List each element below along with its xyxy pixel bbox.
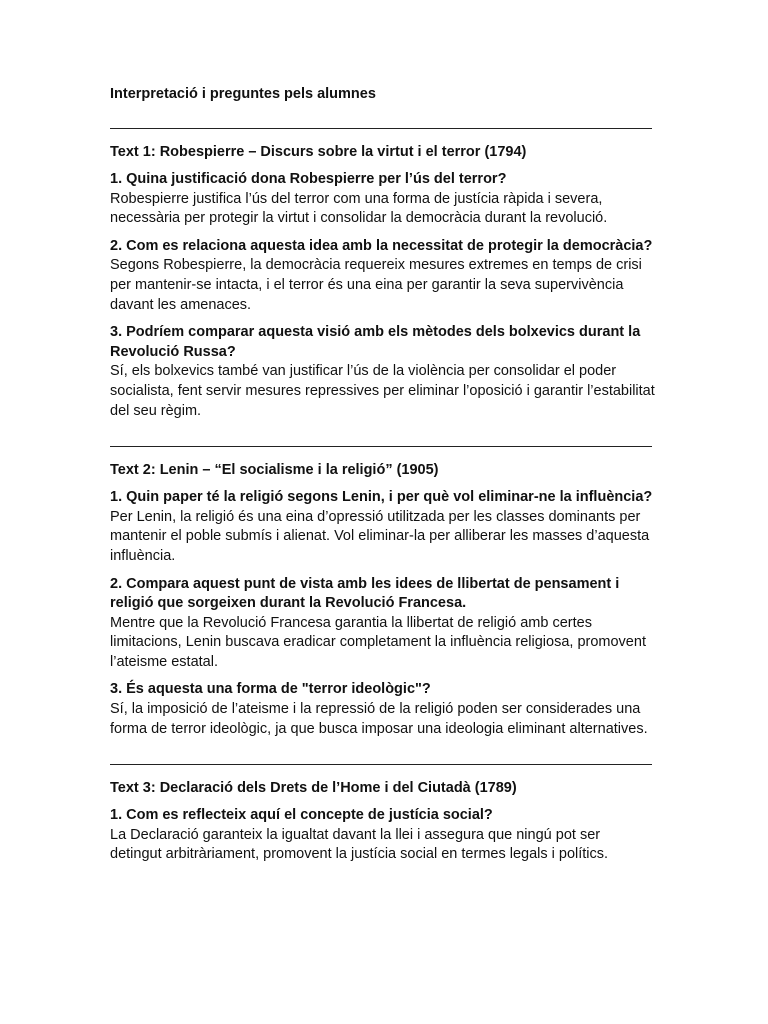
document-page [110, 84, 655, 865]
section-heading-text-2: Text 2: Lenin – “El socialisme i la religió” (1905) [110, 462, 439, 479]
question-block [110, 575, 655, 673]
section-divider [110, 446, 652, 447]
section-divider [110, 128, 652, 129]
question-block [110, 170, 655, 229]
answer: Sí, la imposició de l’ateisme i la repressió de la religió poden ser considerades una forma de terror ideològic, ja que busca imposar una ideologia eliminant alternatives. [110, 701, 648, 737]
question: 2. Compara aquest punt de vista amb les idees de llibertat de pensament i religió que sorgeixen durant la Revolució Francesa. [110, 575, 620, 612]
answer: Sí, els bolxevics també van justificar l’ús de la violència per consolidar el poder socialista, fent servir mesures repressives per eliminar l’oposició i garantir l’estabilitat del seu règim. [110, 363, 655, 419]
question-block [110, 680, 655, 739]
question: 1. Quin paper té la religió segons Lenin, i per què vol eliminar-ne la influència? [110, 489, 653, 506]
answer: La Declaració garanteix la igualtat davant la llei i assegura que ningú pot ser detingut arbitràriament, promovent la justícia social en termes legals i polítics. [110, 826, 609, 863]
answer: Per Lenin, la religió és una eina d’opressió utilitzada per les classes dominants per mantenir el poble submís i alienat. Vol eliminar-la per alliberar les masses d’aquesta influència. [110, 508, 650, 564]
question-block [110, 237, 655, 315]
answer: Mentre que la Revolució Francesa garantia la llibertat de religió amb certes limitacions, Lenin buscava eradicar completament la influència religiosa, promovent l’ateisme estatal. [110, 614, 646, 670]
question: 2. Com es relaciona aquesta idea amb la necessitat de protegir la democràcia? [110, 237, 653, 254]
section-heading-text-3: Text 3: Declaració dels Drets de l’Home i del Ciutadà (1789) [110, 780, 517, 797]
question: 1. Com es reflecteix aquí el concepte de justícia social? [110, 807, 493, 824]
question-block [110, 323, 655, 421]
section-divider [110, 764, 652, 765]
question-block [110, 806, 655, 865]
question-block [110, 488, 655, 566]
question: 1. Quina justificació dona Robespierre per l’ús del terror? [110, 171, 507, 187]
answer: Robespierre justifica l’ús del terror com una forma de justícia ràpida i severa, necessària per protegir la virtut i consolidar la democràcia durant la revolució. [110, 190, 608, 227]
question: 3. És aquesta una forma de "terror ideològic"? [110, 681, 431, 698]
document-title: Interpretació i preguntes pels alumnes [110, 86, 376, 102]
section-heading-text-1: Text 1: Robespierre – Discurs sobre la virtut i el terror (1794) [110, 144, 527, 160]
answer: Segons Robespierre, la democràcia requereix mesures extremes en temps de crisi per mantenir-se intacta, i el terror és una eina per garantir la seva supervivència davant les amenaces. [110, 257, 642, 313]
question: 3. Podríem comparar aquesta visió amb els mètodes dels bolxevics durant la Revolució Russa? [110, 324, 641, 360]
